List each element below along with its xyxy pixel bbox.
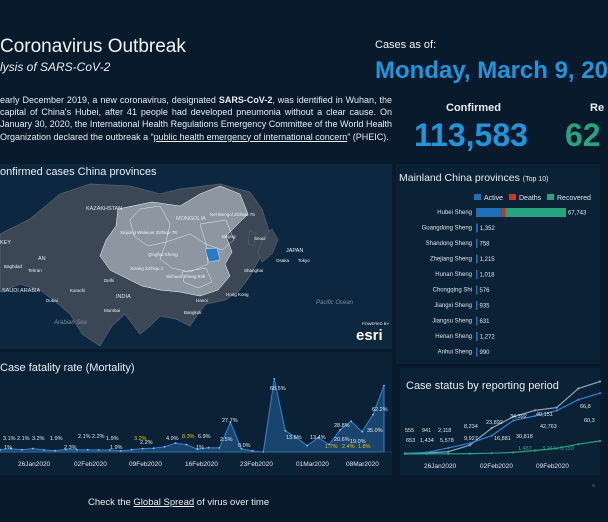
status-data-label: 23,892: [486, 420, 503, 426]
mortality-data-label: 2.1%: [78, 434, 91, 440]
place-label: Dubai: [46, 298, 58, 303]
status-point[interactable]: [404, 453, 406, 455]
bar-active[interactable]: [476, 239, 478, 248]
status-point[interactable]: [491, 427, 493, 429]
status-data-label: 3,244: [542, 446, 556, 452]
mortality-data-label: 62.2%: [372, 407, 388, 413]
legend-swatch-active: [474, 194, 481, 200]
bar-active[interactable]: [476, 208, 501, 217]
status-point[interactable]: [577, 387, 579, 389]
country-label: KAZAKHSTAN: [86, 206, 123, 212]
confirmed-value: 113,583: [414, 117, 528, 153]
province-value: 1,352: [479, 226, 495, 232]
china-map[interactable]: [0, 164, 392, 349]
mortality-data-label: 6.9%: [198, 434, 211, 440]
place-label: Delhi: [104, 278, 115, 283]
esri-powered-label: POWERED BY: [362, 321, 390, 326]
place-label: Mumbai: [104, 308, 121, 313]
mortality-x-tick: 08Mar2020: [346, 461, 379, 468]
legend-recovered: Recovered: [557, 195, 591, 202]
mortality-point[interactable]: [372, 414, 374, 416]
recovered-label: Re: [590, 102, 605, 114]
place-label: Shanghai: [244, 268, 264, 273]
place-label: Sichuan Sheng 539: [166, 274, 206, 279]
bar-active[interactable]: [476, 255, 478, 264]
mortality-data-label: 4.9%: [166, 436, 179, 442]
mortality-point[interactable]: [164, 446, 166, 448]
footer-before: Check the: [88, 497, 134, 508]
recovered-value: 62: [565, 117, 601, 153]
status-point[interactable]: [599, 392, 601, 394]
mortality-point[interactable]: [186, 444, 188, 446]
status-data-label: 42,763: [540, 424, 557, 430]
place-label: Xinjiang Weiwuer Zizhiqu 76: [120, 230, 177, 235]
mortality-point[interactable]: [251, 450, 253, 452]
esri-logo: esri: [356, 327, 383, 344]
mortality-data-label: 20.6%: [334, 437, 350, 443]
place-label: Xizang Zizhiqu 1: [130, 266, 164, 271]
place-label: Nei Mongol Zizhiqu 75: [210, 212, 255, 217]
province-value: 758: [479, 241, 490, 248]
country-label: SAUDI ARABIA: [2, 288, 41, 294]
status-data-label: 34,392: [510, 414, 527, 420]
mortality-point[interactable]: [87, 449, 89, 451]
place-label: Qinghai Sheng: [148, 252, 178, 257]
mortality-data-label: 3.2%: [32, 436, 45, 442]
mortality-data-label: 28.8%: [334, 423, 350, 429]
status-data-label: 9,927: [464, 436, 478, 442]
mortality-data-label: 8.3%: [182, 434, 195, 440]
status-data-label: 555: [405, 428, 415, 434]
mortality-point[interactable]: [32, 448, 34, 450]
mortality-point[interactable]: [273, 378, 275, 380]
report-date: Monday, March 9, 20: [375, 57, 608, 84]
mortality-point[interactable]: [153, 447, 155, 449]
mortality-point[interactable]: [383, 385, 385, 387]
status-series-line[interactable]: [405, 382, 600, 454]
province-value: 935: [479, 303, 490, 310]
mortality-data-label: 1.7%: [325, 444, 338, 450]
status-data-label: 30,818: [516, 434, 533, 440]
province-name: Shandong Sheng: [425, 241, 472, 247]
province-value: 1,215: [479, 257, 495, 263]
status-point[interactable]: [491, 452, 493, 454]
place-label: Osaka: [276, 258, 290, 263]
mortality-point[interactable]: [98, 449, 100, 451]
intro-part-1: early December 2019, a new coronavirus, designated: [0, 95, 219, 105]
province-value: 1,272: [479, 334, 495, 341]
status-x-tick: 09Feb2020: [536, 463, 569, 470]
place-label: Tokyo: [298, 258, 310, 263]
mortality-point[interactable]: [350, 420, 352, 422]
bar-active[interactable]: [476, 270, 478, 279]
place-label: Tehran: [28, 268, 42, 273]
place-label: Hong Kong: [226, 292, 249, 297]
status-point[interactable]: [447, 453, 449, 455]
province-value: 1,018: [479, 272, 495, 279]
mortality-title: Case fatality rate (Mortality): [0, 362, 135, 374]
place-label: Karachi: [70, 288, 86, 293]
legend-swatch-recovered: [547, 194, 554, 200]
map-title: onfirmed cases China provinces: [0, 166, 157, 178]
ocean-label: Pacific Ocean: [316, 300, 354, 306]
mortality-data-label: 1.9%: [50, 436, 63, 442]
mortality-point[interactable]: [208, 447, 210, 449]
status-data-label: 5,150: [560, 446, 574, 452]
status-point[interactable]: [447, 447, 449, 449]
bar-active[interactable]: [476, 332, 478, 341]
status-point[interactable]: [469, 442, 471, 444]
legend-deaths: Deaths: [519, 195, 542, 202]
status-point[interactable]: [599, 380, 601, 382]
mortality-data-label: 13.4%: [310, 435, 326, 441]
provinces-rows: [422, 208, 587, 357]
mortality-data-label: 13.6%: [286, 435, 302, 441]
mortality-point[interactable]: [21, 449, 23, 451]
province-name: Jiangsu Sheng: [432, 318, 472, 325]
bar-active[interactable]: [476, 286, 478, 295]
country-label: INDIA: [116, 294, 131, 300]
place-label: Baghdad: [4, 264, 23, 269]
status-point[interactable]: [491, 435, 493, 437]
mortality-data-label: 19.0%: [350, 439, 366, 445]
dashboard-title: Coronavirus Outbreak: [0, 36, 186, 57]
province-name: Hunan Sheng: [435, 272, 472, 278]
mortality-data-label: 3.1%: [3, 436, 16, 442]
mortality-point[interactable]: [142, 448, 144, 450]
mortality-data-label: 1%: [196, 445, 204, 451]
global-spread-link[interactable]: Global Spread: [133, 497, 195, 508]
mortality-x-tick: 23Feb2020: [240, 461, 273, 468]
status-point[interactable]: [512, 451, 514, 453]
dashboard-subtitle: lysis of SARS-CoV-2: [0, 60, 111, 74]
mortality-data-label: 2.5%: [220, 437, 233, 443]
province-name: Jiangxi Sheng: [434, 303, 472, 309]
mortality-point[interactable]: [219, 447, 221, 449]
mortality-data-label: 1.9%: [106, 436, 119, 442]
mortality-data-label: 2.3%: [64, 445, 77, 451]
place-label: Beijing: [222, 234, 236, 239]
status-point[interactable]: [577, 443, 579, 445]
mortality-data-label: 1%: [4, 445, 12, 451]
mortality-data-label: 2.1%: [17, 436, 30, 442]
status-point[interactable]: [556, 447, 558, 449]
confirmed-label: Confirmed: [446, 102, 501, 114]
province-value: 631: [479, 319, 490, 325]
status-point[interactable]: [469, 453, 471, 455]
status-point[interactable]: [556, 410, 558, 412]
provinces-legend: [474, 194, 591, 202]
status-data-label: 5,578: [440, 438, 454, 444]
intro-part-2: , was identified in Wuhan, the capital of China's Hubei, after 41 people had developed pneumonia without a clear cause. On January 30, 2020, the International Health Regulations Emergency Committee of the World Health Organization declared the outbreak a “: [0, 95, 393, 142]
map-panel[interactable]: [0, 164, 392, 349]
place-label: Seoul: [254, 236, 266, 241]
status-point[interactable]: [556, 407, 558, 409]
mortality-x-tick: 02Feb2020: [74, 461, 107, 468]
status-title: Case status by reporting period: [406, 380, 559, 392]
pheic-link[interactable]: public health emergency of international concern: [153, 131, 348, 142]
mortality-point[interactable]: [361, 431, 363, 433]
cases-as-of-label: Cases as of:: [375, 39, 437, 51]
bar-active[interactable]: [476, 301, 478, 310]
status-data-label: 941: [422, 428, 432, 434]
province-value: 67,743: [568, 210, 587, 217]
mortality-data-label: 3.2%: [134, 436, 147, 442]
province-name: Anhui Sheng: [437, 349, 472, 356]
mortality-data-label: 0.0%: [238, 443, 251, 449]
province-name: Hubei Sheng: [437, 210, 472, 216]
place-label: Bangkok: [184, 310, 202, 315]
status-point[interactable]: [469, 444, 471, 446]
intro-text: [0, 94, 392, 143]
status-point[interactable]: [599, 440, 601, 442]
bar-active[interactable]: [476, 317, 478, 326]
corner-mark: [592, 484, 595, 487]
status-x-tick: 02Feb2020: [480, 463, 513, 470]
status-data-label: 653: [406, 438, 416, 444]
mortality-point[interactable]: [284, 430, 286, 432]
mortality-data-label: 27.7%: [222, 418, 238, 424]
mortality-point[interactable]: [306, 445, 308, 447]
place-label: Hanoi: [196, 298, 208, 303]
footer-text: [88, 497, 269, 508]
mortality-data-label: 68.5%: [270, 386, 286, 392]
status-point[interactable]: [426, 453, 428, 455]
mortality-point[interactable]: [339, 429, 341, 431]
mortality-x-tick: 01Mar2020: [296, 461, 329, 468]
status-point[interactable]: [534, 449, 536, 451]
status-data-label: 2,118: [438, 428, 452, 434]
mortality-data-label: 1.9%: [110, 445, 123, 451]
provinces-title-text: Mainland China provinces: [399, 172, 520, 184]
mortality-x-tick: 09Feb2020: [129, 461, 162, 468]
country-label: AN: [38, 256, 46, 262]
provinces-chart[interactable]: [396, 164, 600, 364]
province-name: Zhejiang Sheng: [429, 256, 472, 263]
status-data-label: 40,151: [536, 412, 553, 418]
province-value: 576: [479, 288, 490, 294]
provinces-panel: [396, 164, 600, 364]
mortality-point[interactable]: [54, 450, 56, 452]
province-name: Henan Sheng: [435, 334, 472, 340]
status-x-tick: 26Jan2020: [424, 463, 457, 470]
mortality-point[interactable]: [175, 442, 177, 444]
provinces-title: [399, 172, 548, 184]
mortality-data-label: 1.8%: [358, 444, 371, 450]
province-name: Chongqing Shi: [432, 287, 472, 294]
footer-after: of virus over time: [194, 497, 270, 508]
legend-active: Active: [484, 195, 504, 202]
bar-deaths[interactable]: [501, 208, 505, 217]
province-value: 990: [479, 350, 490, 356]
legend-swatch-deaths: [509, 194, 516, 200]
mortality-data-label: 2.2%: [92, 434, 105, 440]
bar-recovered[interactable]: [505, 208, 566, 217]
ocean-label: Arabian Sea: [54, 320, 88, 326]
status-data-label: 1,434: [420, 438, 434, 444]
mortality-data-label: 2.4%: [342, 444, 355, 450]
status-point[interactable]: [577, 399, 579, 401]
mortality-point[interactable]: [43, 449, 45, 451]
country-label: MONGOLIA: [176, 216, 206, 222]
province-name: Guangdong Sheng: [421, 225, 472, 232]
bar-active[interactable]: [476, 224, 478, 233]
status-data-label: 1,487: [518, 446, 532, 452]
mortality-data-label: 2.2%: [140, 440, 153, 446]
status-data-label: 8,234: [464, 424, 478, 430]
bar-active[interactable]: [476, 348, 478, 357]
mortality-point[interactable]: [131, 449, 133, 451]
country-label: JAPAN: [286, 248, 304, 254]
mortality-data-label: 35.0%: [367, 428, 383, 434]
mortality-x-tick: 26Jan2020: [18, 461, 51, 468]
country-label: KEY: [0, 240, 12, 246]
status-data-label: 60,3: [584, 418, 595, 424]
mortality-x-tick: 16Feb2020: [185, 461, 218, 468]
provinces-top-label: (Top 10): [522, 176, 549, 183]
status-data-label: 66,8: [580, 404, 591, 410]
status-point[interactable]: [447, 451, 449, 453]
intro-part-3: ” (PHEIC).: [347, 131, 389, 142]
virus-name: SARS-CoV-2: [218, 95, 273, 105]
status-data-label: 16,881: [494, 436, 511, 442]
